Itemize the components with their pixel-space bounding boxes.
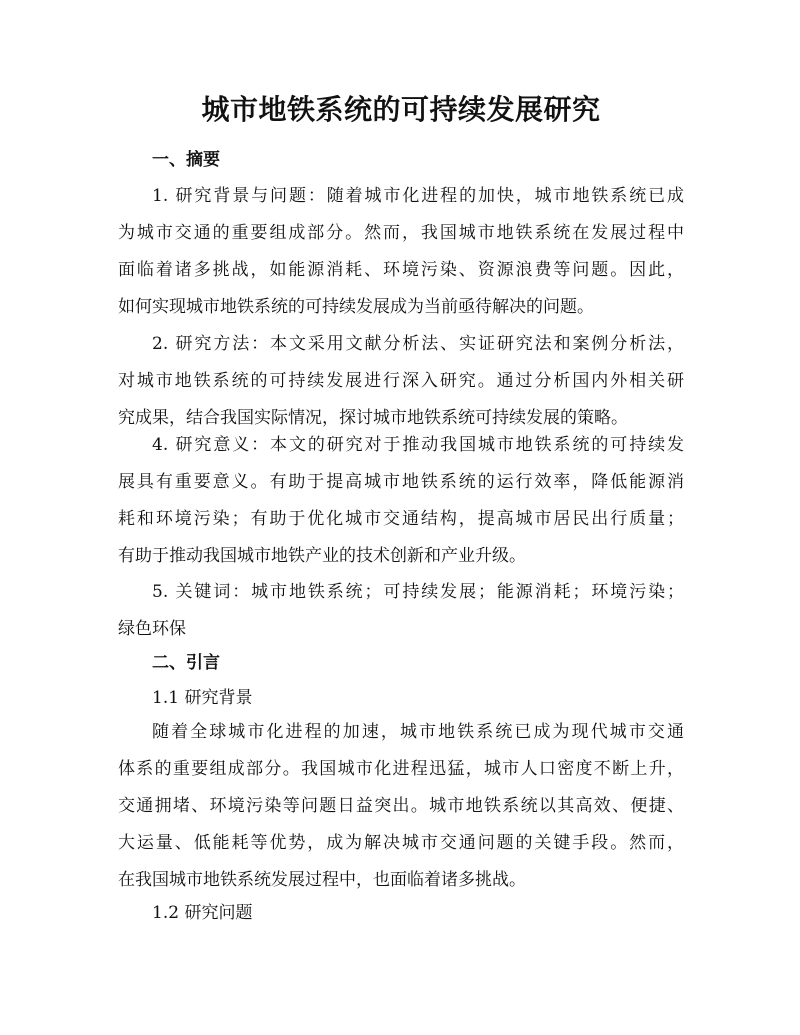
text-line: 2. 研究方法：本文采用文献分析法、实证研究法和案例分析法， <box>152 334 684 354</box>
abstract-paragraph-keywords <box>118 574 684 648</box>
text-line: 大运量、低能耗等优势，成为解决城市交通问题的关键手段。然而， <box>118 833 684 853</box>
subsection-heading-problem: 1.2 研究问题 <box>152 903 253 923</box>
section-heading-introduction: 二、引言 <box>152 653 220 673</box>
text-line: 4. 研究意义：本文的研究对于推动我国城市地铁系统的可持续发 <box>152 435 684 455</box>
text-line: 交通拥堵、环境污染等问题日益突出。城市地铁系统以其高效、便捷、 <box>118 796 684 816</box>
subsection-heading-background: 1.1 研究背景 <box>152 688 253 708</box>
text-line: 1. 研究背景与问题：随着城市化进程的加快，城市地铁系统已成 <box>152 186 684 206</box>
abstract-paragraph-background <box>118 178 684 326</box>
text-line: 在我国城市地铁系统发展过程中，也面临着诸多挑战。 <box>118 870 526 890</box>
intro-paragraph-background <box>118 714 684 899</box>
text-line: 体系的重要组成部分。我国城市化进程迅猛，城市人口密度不断上升， <box>118 759 684 779</box>
abstract-paragraph-significance <box>118 427 684 575</box>
abstract-paragraph-method <box>118 326 684 437</box>
text-line: 对城市地铁系统的可持续发展进行深入研究。通过分析国内外相关研 <box>118 371 684 391</box>
text-line: 有助于推动我国城市地铁产业的技术创新和产业升级。 <box>118 546 526 566</box>
text-line: 耗和环境污染；有助于优化城市交通结构，提高城市居民出行质量； <box>118 509 684 529</box>
document-title: 城市地铁系统的可持续发展研究 <box>201 93 601 126</box>
text-line: 究成果，结合我国实际情况，探讨城市地铁系统可持续发展的策略。 <box>118 408 628 428</box>
text-line: 面临着诸多挑战，如能源消耗、环境污染、资源浪费等问题。因此， <box>118 260 684 280</box>
section-heading-abstract: 一、摘要 <box>152 150 220 170</box>
text-line: 为城市交通的重要组成部分。然而，我国城市地铁系统在发展过程中 <box>118 223 684 243</box>
text-line: 5. 关键词：城市地铁系统；可持续发展；能源消耗；环境污染； <box>152 582 684 602</box>
text-line: 绿色环保 <box>118 619 186 639</box>
text-line: 如何实现城市地铁系统的可持续发展成为当前亟待解决的问题。 <box>118 297 594 317</box>
document-page <box>118 0 684 1035</box>
text-line: 展具有重要意义。有助于提高城市地铁系统的运行效率，降低能源消 <box>118 472 684 492</box>
text-line: 随着全球城市化进程的加速，城市地铁系统已成为现代城市交通 <box>152 722 684 742</box>
